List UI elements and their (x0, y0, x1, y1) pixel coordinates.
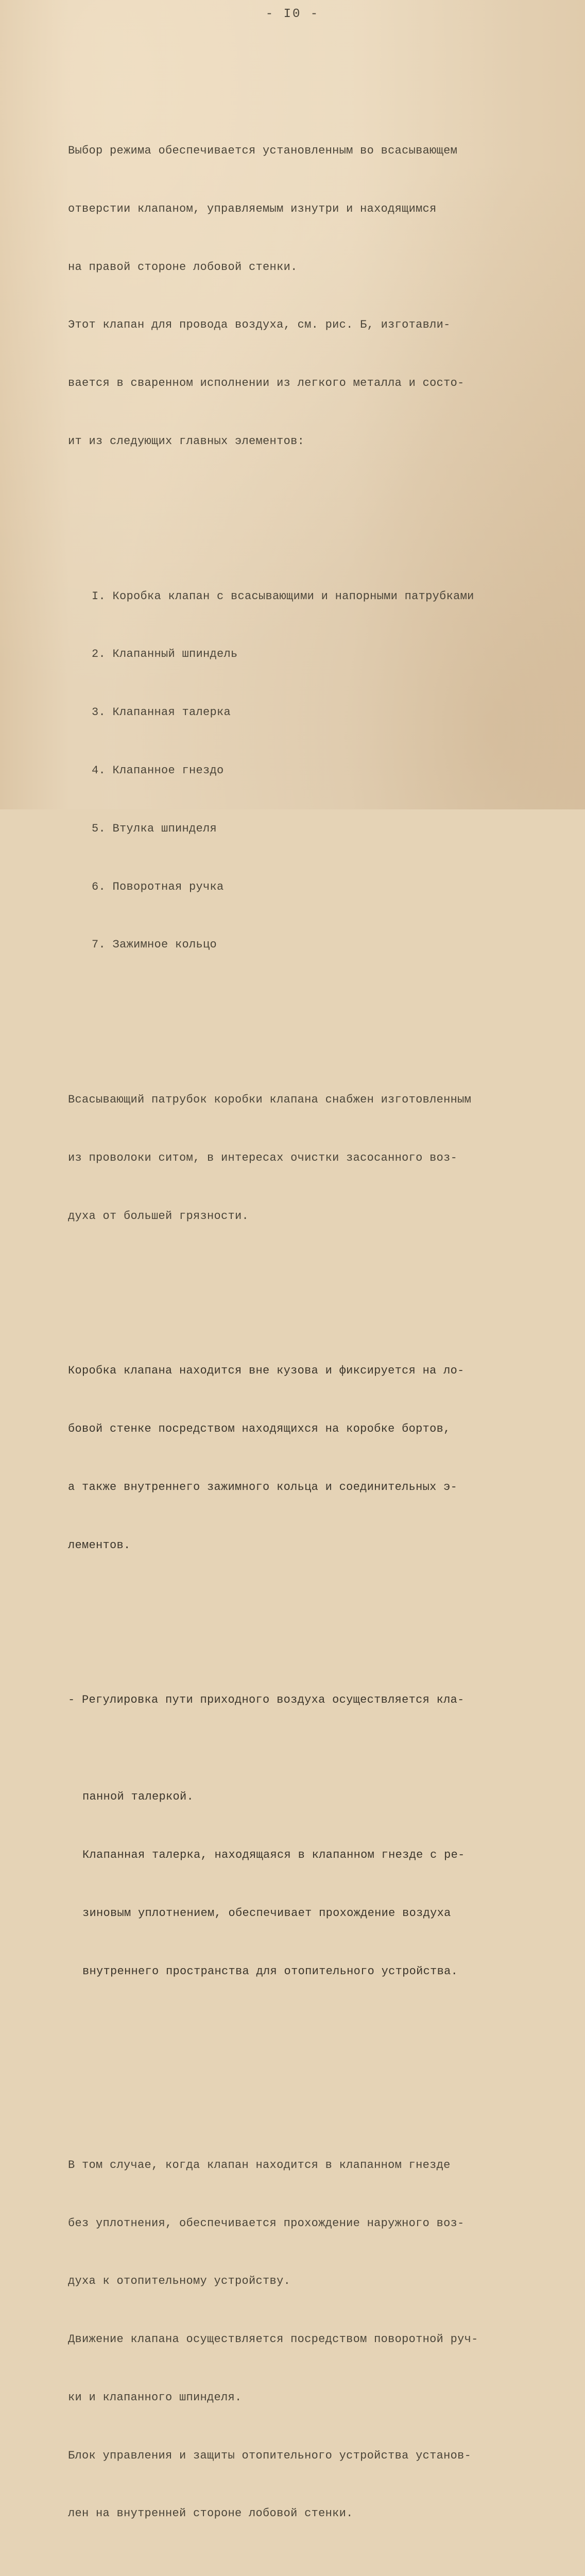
page-number: - I0 - (265, 7, 320, 21)
text-line: панной талеркой. (82, 1790, 194, 1804)
list-item: 4. Клапанное гнездо (92, 764, 224, 777)
text-line: из проволоки ситом, в интересах очистки засосанного воз- (68, 1151, 458, 1164)
text-line: вается в сваренном исполнении из легкого металла и состо- (68, 377, 464, 390)
text-line: отверстии клапаном, управляемым изнутри и находящимся (68, 202, 437, 215)
text-line: внутреннего пространства для отопительного устройства. (82, 1964, 458, 1978)
text-line: лен на внутренней стороне лобовой стенки. (68, 2507, 353, 2520)
text-line: Движение клапана осуществляется посредством поворотной руч- (68, 2333, 478, 2346)
text-line: Коробка клапана находится вне кузова и фиксируется на ло- (68, 1364, 464, 1378)
body-text (68, 44, 578, 2576)
text-line: - Регулировка пути приходного воздуха осуществляется кла- (68, 1693, 464, 1707)
list-item: 6. Поворотная ручка (92, 880, 224, 893)
list-item: 5. Втулка шпинделя (92, 822, 217, 835)
list-item: 7. Зажимное кольцо (92, 938, 217, 952)
text-line: Выбор режима обеспечивается установленным во всасывающем (68, 144, 458, 157)
paragraph-valve-seat (68, 2117, 578, 2563)
text-line: лементов. (68, 1538, 131, 1552)
paragraph-valve-box (68, 1323, 578, 1594)
text-line: а также внутреннего зажимного кольца и соединительных э- (68, 1480, 458, 1494)
paragraph-valve-selection (68, 103, 578, 490)
paragraph-suction-pipe (68, 1052, 578, 1265)
text-line: Блок управления и защиты отопительного устройства установ- (68, 2449, 472, 2462)
text-line: ит из следующих главных элементов: (68, 434, 305, 448)
elements-list (68, 548, 578, 993)
text-line: ки и клапанного шпинделя. (68, 2391, 242, 2404)
list-item: I. Коробка клапан с всасывающими и напорными патрубками (92, 589, 474, 603)
text-line: зиновым уплотнением, обеспечивает прохождение воздуха (82, 1907, 451, 1920)
text-line: духа к отопительному устройству. (68, 2275, 291, 2288)
text-line: В том случае, когда клапан находится в клапанном гнезде (68, 2158, 451, 2172)
text-line: Этот клапан для провода воздуха, см. рис. Б, изготавли- (68, 318, 451, 332)
dash-item-air-regulation (68, 1652, 578, 2058)
text-line: на правой стороне лобовой стенки. (68, 260, 298, 274)
text-line: бовой стенке посредством находящихся на коробке бортов, (68, 1422, 451, 1436)
text-line: без уплотнения, обеспечивается прохождение наружного воз- (68, 2216, 464, 2230)
list-item: 3. Клапанная талерка (92, 706, 231, 719)
text-line: духа от большей грязности. (68, 1209, 249, 1223)
text-line: Клапанная талерка, находящаяся в клапанном гнезде с ре- (82, 1849, 465, 1862)
dash-item-continuation (68, 1749, 578, 2020)
text-line: Всасывающий патрубок коробки клапана снабжен изготовленным (68, 1093, 472, 1107)
list-item: 2. Клапанный шпиндель (92, 648, 238, 661)
